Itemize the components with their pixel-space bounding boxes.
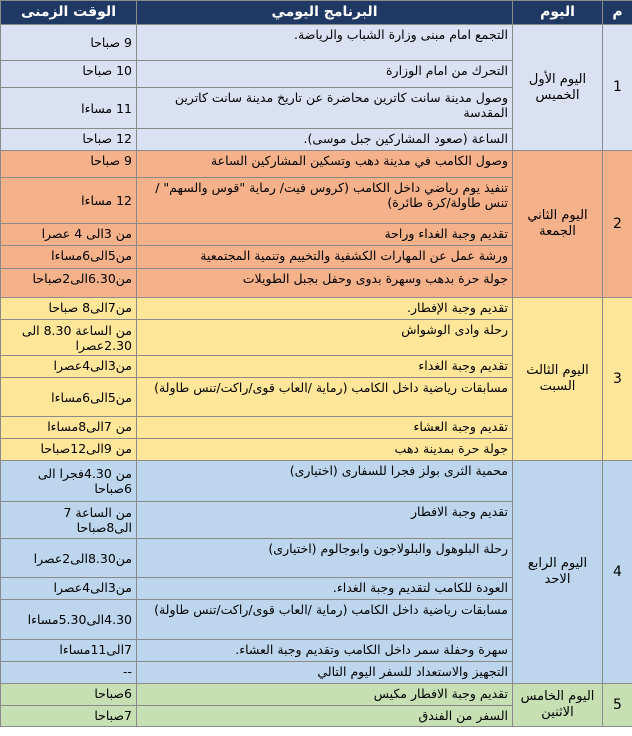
day-number: 1 [603,25,632,151]
time-cell: من الساعة 8.30 الى 2.30عصرا [1,320,137,356]
day-number: 3 [603,298,632,461]
program-cell: التحرك من امام الوزارة [137,61,513,88]
program-cell: تنفيذ يوم رياضي داخل الكامب (كروس فيت/ رماية "قوس والسهم" / تنس طاولة/كرة طائرة) [137,178,513,224]
program-cell: سهرة وحفلة سمر داخل الكامب وتقديم وجبة العشاء. [137,640,513,662]
time-cell: 9 صباحا [1,151,137,178]
time-cell: 4.30الى5.30مساءا [1,600,137,640]
time-cell: 11 مساءا [1,88,137,129]
program-cell: وصول مدينة سانت كاترين محاضرة عن تاريخ مدينة سانت كاترين المقدسة [137,88,513,129]
program-cell: محمية الثرى بولز فجرا للسفارى (اختيارى) [137,461,513,502]
time-cell: من 3الى 4 عصرا [1,224,137,246]
program-cell: ورشة عمل عن المهارات الكشفية والتخييم وتنمية المجتمعية [137,246,513,269]
time-cell: من5الى6مساءا [1,246,137,269]
time-cell: من 9الى12صباحا [1,439,137,461]
day-number: 5 [603,684,632,727]
time-cell: 9 صباحا [1,25,137,61]
day-name: اليوم الأول الخميس [513,25,603,151]
program-cell: مسابقات رياضية داخل الكامب (رماية /العاب قوى/راكت/تنس طاولة) [137,600,513,640]
time-cell: من 4.30فجرا الى 6صباحا [1,461,137,502]
time-cell: 7الى11مساءا [1,640,137,662]
day-number: 2 [603,151,632,298]
table-row [1,298,632,320]
program-cell: جولة حرة بمدينة دهب [137,439,513,461]
program-cell: تقديم وجبة الافطار مكيس [137,684,513,706]
header-num: م [603,1,632,25]
program-cell: مسابقات رياضية داخل الكامب (رماية /العاب قوى/راكت/تنس طاولة) [137,378,513,417]
time-cell: 10 صباحا [1,61,137,88]
program-cell: رحلة وادى الوشواش [137,320,513,356]
program-cell: تقديم وجبة العشاء [137,417,513,439]
program-cell: التجهيز والاستعداد للسفر اليوم التالي [137,662,513,684]
time-cell: 6صباحا [1,684,137,706]
time-cell: من الساعة 7 الى8صباحا [1,502,137,539]
time-cell: -- [1,662,137,684]
program-cell: السفر من الفندق [137,706,513,727]
program-cell: العودة للكامب لتقديم وجبة الغداء. [137,578,513,600]
program-cell: رحلة البلوهول والبلولاجون وابوجالوم (اختيارى) [137,539,513,578]
time-cell: من8.30الى2عصرا [1,539,137,578]
header-time: الوقت الزمنى [1,1,137,25]
time-cell: 12 مساءا [1,178,137,224]
time-cell: 12 صباحا [1,129,137,151]
day-number: 4 [603,461,632,684]
table-row [1,684,632,706]
header-day: اليوم [513,1,603,25]
program-cell: التجمع امام مبنى وزارة الشباب والرياضة. [137,25,513,61]
day-name: اليوم الثالث السبت [513,298,603,461]
program-cell: تقديم وجبة الغداء [137,356,513,378]
time-cell: من7الى8 صباحا [1,298,137,320]
time-cell: من3الى4عصرا [1,578,137,600]
time-cell: من5الى6مساءا [1,378,137,417]
program-cell: وصول الكامب في مدينة دهب وتسكين المشاركين الساعة [137,151,513,178]
program-cell: تقديم وجبة الغداء وراحة [137,224,513,246]
time-cell: 7صباحا [1,706,137,727]
program-cell: تقديم وجبة الإفطار. [137,298,513,320]
day-name: اليوم الخامس الاثنين [513,684,603,727]
table-row [1,25,632,61]
table-row [1,461,632,502]
time-cell: من3الى4عصرا [1,356,137,378]
header-row [1,1,632,25]
day-name: اليوم الثاني الجمعة [513,151,603,298]
program-cell: الساعة (صعود المشاركين جبل موسى). [137,129,513,151]
time-cell: من6.30الى2صباحا [1,269,137,298]
time-cell: من 7الى8مساءا [1,417,137,439]
day-name: اليوم الرابع الاحد [513,461,603,684]
table-row [1,151,632,178]
program-cell: تقديم وجبة الافطار [137,502,513,539]
program-cell: جولة حرة بدهب وسهرة بدوى وحفل بجبل الطويلات [137,269,513,298]
header-program: البرنامج اليومي [137,1,513,25]
